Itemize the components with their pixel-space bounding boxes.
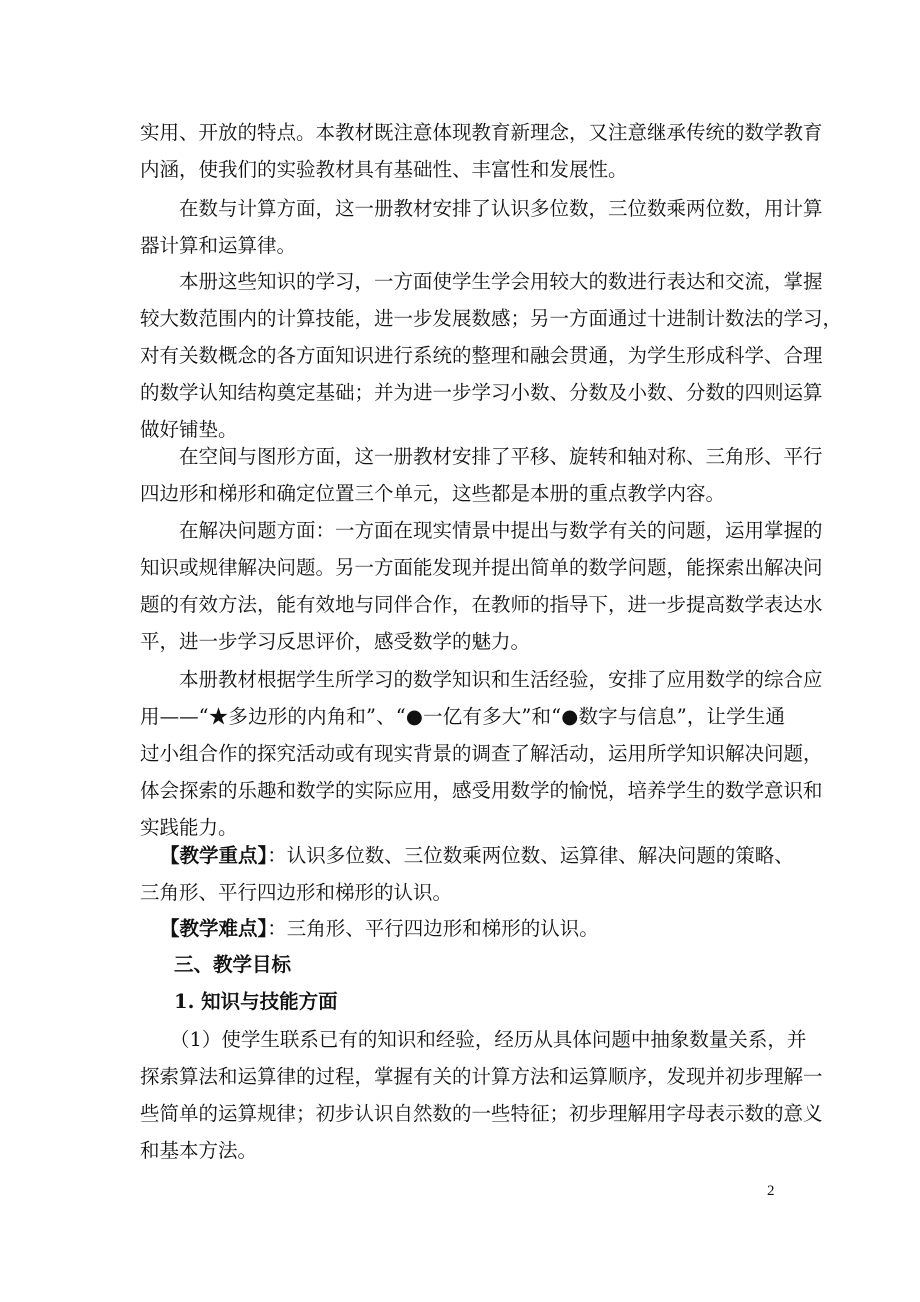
paragraph-objective-1 [140, 1021, 823, 1169]
paragraph-teaching-difficulties [140, 910, 785, 947]
difficulties-label: 【教学难点】 [160, 917, 268, 940]
key-points-text: ：认识多位数、三位数乘两位数、运算律、解决问题的策略、 [267, 844, 794, 867]
text-line: 过小组合作的探究活动或有现实背景的调查了解活动，运用所学知识解决问题， [140, 742, 823, 765]
paragraph-knowledge-learning [140, 263, 843, 448]
text-line: 知识或规律解决问题。另一方面能发现并提出简单的数学问题，能探索出解决问 [140, 556, 823, 579]
text-line: 做好铺垫。 [140, 418, 238, 441]
text-line: 对有关数概念的各方面知识进行系统的整理和融会贯通，为学生形成科学、合理 [140, 344, 823, 367]
text-line: 本册这些知识的学习，一方面使学生学会用较大的数进行表达和交流，掌握 [179, 270, 823, 293]
text-line: 体会探索的乐趣和数学的实际应用，感受用数学的愉悦，培养学生的数学意识和 [140, 779, 823, 802]
text-line: 的数学认知结构奠定基础；并为进一步学习小数、分数及小数、分数的四则运算 [140, 381, 823, 404]
key-points-label: 【教学重点】 [160, 844, 268, 867]
text-line: 在空间与图形方面，这一册教材安排了平移、旋转和轴对称、三角形、平行 [179, 445, 823, 468]
paragraph-space-geometry [140, 438, 823, 512]
text-line: 实践能力。 [140, 816, 238, 839]
text-line: 四边形和梯形和确定位置三个单元，这些都是本册的重点教学内容。 [140, 482, 726, 505]
difficulties-text: ：三角形、平行四边形和梯形的认识。 [267, 917, 599, 940]
text-line: 内涵，使我们的实验教材具有基础性、丰富性和发展性。 [140, 158, 628, 181]
text-line: 本册教材根据学生所学习的数学知识和生活经验，安排了应用数学的综合应 [179, 668, 823, 691]
text-line: 用——“★多边形的内角和”、“●一亿有多大”和“●数字与信息”，让学生通 [140, 705, 785, 728]
text-line: 探索算法和运算律的过程，掌握有关的计算方法和运算顺序，发现并初步理解一 [140, 1065, 823, 1088]
text-line [140, 910, 785, 947]
paragraph-number-computation [140, 190, 823, 264]
section-heading-teaching-objectives: 三、教学目标 [174, 953, 292, 976]
text-line: 较大数范围内的计算技能，进一步发展数感；另一方面通过十进制计数法的学习， [140, 307, 843, 330]
paragraph-intro-continued [140, 114, 823, 188]
paragraph-comprehensive-application [140, 661, 823, 846]
text-line: 实用、开放的特点。本教材既注意体现教育新理念，又注意继承传统的数学教育 [140, 121, 823, 144]
paragraph-teaching-key-points [140, 837, 794, 911]
text-line: （1）使学生联系已有的知识和经验，经历从具体问题中抽象数量关系，并 [170, 1028, 807, 1051]
text-line: 器计算和运算律。 [140, 234, 297, 257]
text-line: 平，进一步学习反思评价，感受数学的魅力。 [140, 630, 531, 653]
page-number: 2 [767, 1183, 775, 1199]
text-line: 在解决问题方面：一方面在现实情景中提出与数学有关的问题，运用掌握的 [179, 519, 823, 542]
text-line: 题的有效方法，能有效地与同伴合作，在教师的指导下，进一步提高数学表达水 [140, 593, 823, 616]
text-line: 三角形、平行四边形和梯形的认识。 [140, 881, 453, 904]
text-line: 些简单的运算规律；初步认识自然数的一些特征；初步理解用字母表示数的意义 [140, 1102, 823, 1125]
text-line: 和基本方法。 [140, 1139, 258, 1162]
text-line [140, 837, 794, 874]
text-line: 在数与计算方面，这一册教材安排了认识多位数，三位数乘两位数，用计算 [179, 197, 823, 220]
paragraph-problem-solving [140, 512, 823, 660]
subheading-knowledge-skills: 1. 知识与技能方面 [174, 990, 338, 1013]
